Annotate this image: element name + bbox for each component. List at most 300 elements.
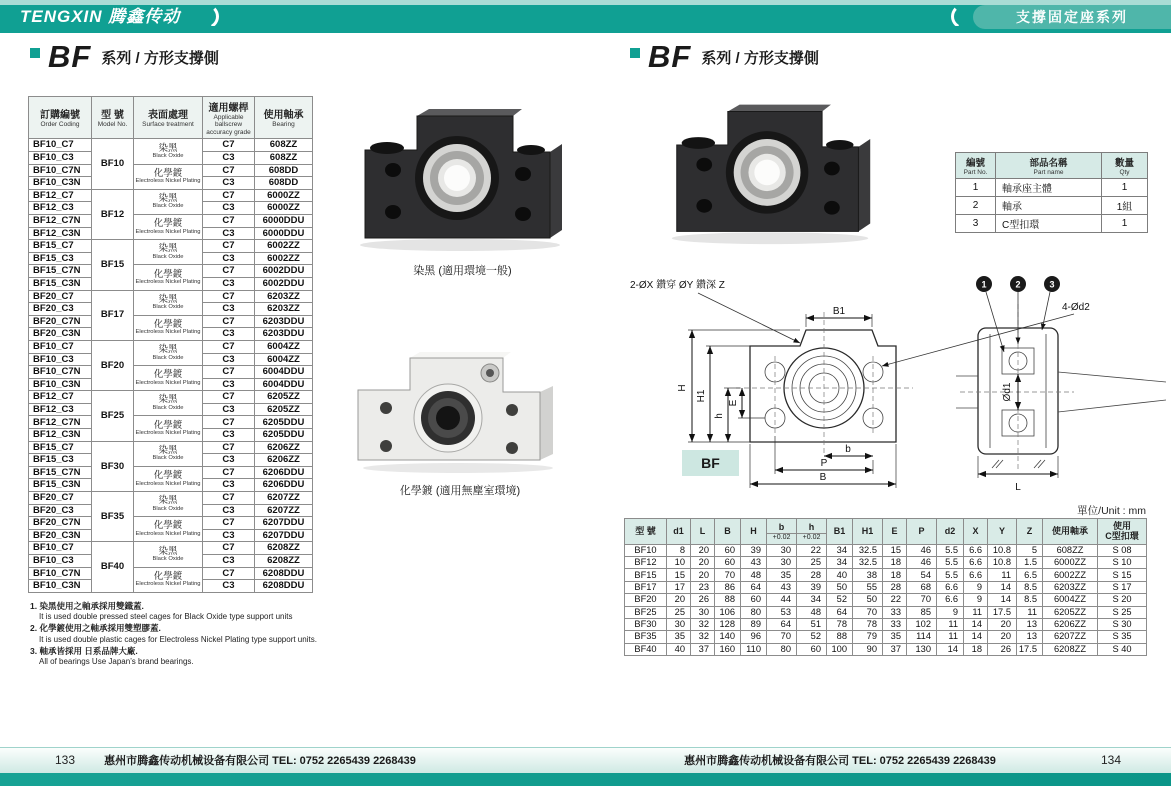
dim-value-cell: 79 [853,631,883,643]
order-treatment-cell [134,139,203,164]
treatment-zh: 化學鍍 [153,318,183,330]
treatment-zh: 染黑 [158,293,178,305]
dim-value-cell: 20 [691,557,715,569]
dim-row [625,581,1147,593]
order-treatment-cell [134,366,203,391]
treatment-en: Black Oxide [152,203,184,210]
order-model-cell: BF25 [92,391,134,441]
dim-header-label: Y [998,526,1005,537]
dim-header-cell [1017,519,1043,545]
dim-value-cell: 26 [988,643,1017,655]
drawing-label-d1: Ød1 [1002,382,1013,402]
dim-value-cell: 46 [907,557,937,569]
order-bearing-cell: 6004ZZ [255,353,313,366]
order-treatment-cell [134,214,203,239]
dim-value-cell: 6002ZZ [1043,569,1098,581]
order-grade-cell: C3 [203,504,255,517]
order-row [29,391,313,404]
dim-value-cell: 10 [667,557,691,569]
dim-row [625,594,1147,606]
dim-value-cell: 11 [964,606,988,618]
drawing-label-b: b [845,444,851,455]
order-grade-cell: C3 [203,454,255,467]
order-grade-cell: C3 [203,353,255,366]
dim-row [625,606,1147,618]
drawing-label-H: H [677,384,688,392]
order-code-cell: BF20_C3 [29,303,92,316]
dim-value-cell: 6.6 [937,594,964,606]
order-code-cell: BF12_C7N [29,214,92,227]
dim-value-cell: 110 [741,643,767,655]
dim-value-cell: 20 [988,619,1017,631]
order-grade-cell: C7 [203,139,255,152]
order-grade-cell: C7 [203,265,255,278]
dim-value-cell: 52 [827,594,853,606]
drawing-label-P: P [820,458,828,469]
order-row [29,340,313,353]
treatment-zh: 染黑 [158,142,178,154]
order-code-cell: BF15_C3 [29,252,92,265]
order-bearing-cell: 6205DDU [255,429,313,442]
dim-header-cell [883,519,907,545]
dim-value-cell: 20 [691,544,715,556]
order-grade-cell: C3 [203,177,255,190]
dim-header-label: d1 [673,526,684,537]
dim-value-cell: 1.5 [1017,557,1043,569]
order-row [29,139,313,152]
dim-model-cell: BF12 [625,557,667,569]
header-curve-right-icon [205,4,219,29]
order-treatment-cell [134,391,203,416]
order-treatment-cell [134,517,203,542]
order-code-cell: BF15_C7N [29,265,92,278]
order-bearing-cell: 6203ZZ [255,303,313,316]
order-bearing-cell: 6205ZZ [255,391,313,404]
treatment-en: Electroless Nickel Plating [135,379,201,386]
order-row [29,517,313,530]
order-grade-cell: C7 [203,214,255,227]
order-grade-cell: C3 [203,580,255,593]
dim-row [625,544,1147,556]
order-grade-cell: C3 [203,529,255,542]
order-bearing-cell: 6203DDU [255,315,313,328]
dimension-table [624,518,1147,656]
parts-header-qty: 數量 Qty [1102,153,1148,179]
dim-value-cell: 30 [767,544,797,556]
treatment-en: Electroless Nickel Plating [135,581,201,588]
order-header-grade: 適用螺桿 Applicable ballscrew accuracy grade [203,97,255,139]
dim-header-label: H [750,526,757,537]
dim-value-cell: 20 [988,631,1017,643]
header-curve-left-icon [951,4,965,29]
treatment-en: Black Oxide [152,455,184,462]
order-code-cell: BF10_C7 [29,340,92,353]
dim-model-cell: BF35 [625,631,667,643]
dim-value-cell: 37 [883,643,907,655]
order-bearing-cell: 6208ZZ [255,542,313,555]
dim-model-cell: BF40 [625,643,667,655]
dim-value-cell: S 10 [1098,557,1147,569]
dim-value-cell: 15 [667,569,691,581]
order-grade-cell: C3 [203,328,255,341]
dim-row [625,643,1147,655]
order-grade-cell: C7 [203,315,255,328]
treatment-en: Electroless Nickel Plating [135,480,201,487]
order-code-cell: BF10_C3 [29,152,92,165]
dim-header-cell [691,519,715,545]
dim-header-cell [797,519,827,545]
dim-value-cell: 18 [883,569,907,581]
order-bearing-cell: 6004ZZ [255,340,313,353]
page-number-left: 133 [55,753,76,767]
order-row [29,492,313,505]
order-bearing-cell: 6002ZZ [255,252,313,265]
order-code-cell: BF15_C3 [29,454,92,467]
dim-value-cell: 9 [964,594,988,606]
order-bearing-cell: 6000ZZ [255,202,313,215]
order-grade-cell: C3 [203,555,255,568]
part-name-cell: C型扣環 [996,215,1102,233]
order-treatment-cell [134,416,203,441]
footnotes [30,601,360,668]
treatment-en: Black Oxide [152,153,184,160]
order-code-cell: BF20_C7 [29,290,92,303]
dim-value-cell: 80 [767,643,797,655]
order-header-model: 型 號 Model No. [92,97,134,139]
parts-table-body [956,179,1148,233]
company-info-right: 惠州市腾鑫传动机械设备有限公司 TEL: 0752 2265439 2268439 [684,755,996,767]
dim-value-cell: S 25 [1098,606,1147,618]
dim-model-cell: BF20 [625,594,667,606]
order-code-cell: BF20_C3N [29,328,92,341]
treatment-zh: 化學鍍 [153,167,183,179]
dim-row [625,631,1147,643]
dim-value-cell: 80 [741,606,767,618]
dim-value-cell: 60 [797,643,827,655]
part-name-cell: 軸承 [996,197,1102,215]
order-bearing-cell: 6207DDU [255,529,313,542]
order-row [29,265,313,278]
order-grade-cell: C3 [203,429,255,442]
dim-value-cell: 6208ZZ [1043,643,1098,655]
order-code-cell: BF15_C7 [29,240,92,253]
order-model-cell: BF35 [92,492,134,542]
drawing-label-B: B [819,472,827,483]
dim-value-cell: 78 [827,619,853,631]
treatment-zh: 化學鍍 [153,470,183,481]
dim-value-cell: 70 [907,594,937,606]
parts-row [956,179,1148,197]
dim-value-cell: 17.5 [1017,643,1043,655]
dim-header-label: X [972,526,979,537]
order-grade-cell: C3 [203,479,255,492]
treatment-en: Black Oxide [152,304,184,311]
series-code: BF [48,39,92,74]
dim-header-cell [827,519,853,545]
dim-header-label: d2 [944,526,956,537]
order-bearing-cell: 6205ZZ [255,403,313,416]
order-bearing-cell: 608DD [255,164,313,177]
dim-value-cell: 90 [853,643,883,655]
dim-value-cell: 64 [827,606,853,618]
order-grade-cell: C7 [203,492,255,505]
order-grade-cell: C3 [203,152,255,165]
dim-value-cell: 70 [767,631,797,643]
dim-value-cell: 28 [883,581,907,593]
dim-value-cell: 33 [883,606,907,618]
order-bearing-cell: 6203DDU [255,328,313,341]
dim-value-cell: 40 [827,569,853,581]
order-grade-cell: C3 [203,252,255,265]
dim-value-cell: 40 [667,643,691,655]
dim-value-cell: 35 [767,569,797,581]
dim-value-cell: 17.5 [988,606,1017,618]
treatment-en: Electroless Nickel Plating [135,430,201,437]
dim-model-cell: BF25 [625,606,667,618]
part-qty-cell: 1 [1102,179,1148,197]
part-no-cell: 3 [956,215,996,233]
drawing-label-H1: H1 [696,389,707,403]
order-code-cell: BF10_C3N [29,177,92,190]
order-grade-cell: C7 [203,542,255,555]
dim-header-cell [1098,519,1147,545]
dim-row [625,569,1147,581]
series-subtitle: 系列 / 方形支撐側 [701,50,819,67]
dim-header-label: b [778,521,785,532]
order-code-cell: BF10_C7N [29,567,92,580]
dim-value-cell: 25 [797,557,827,569]
order-model-cell: BF30 [92,441,134,491]
product-photo-black-oxide [655,86,890,251]
order-treatment-cell [134,265,203,290]
dim-value-cell: S 15 [1098,569,1147,581]
drawing-label-L: L [1015,482,1021,493]
dim-header-label: L [699,526,706,537]
order-code-cell: BF20_C7N [29,517,92,530]
dim-value-cell: 114 [907,631,937,643]
dim-value-cell: 5 [1017,544,1043,556]
dim-value-cell: 26 [691,594,715,606]
treatment-zh: 染黑 [158,243,178,255]
dim-header-label: B [724,526,731,537]
order-row [29,567,313,580]
order-bearing-cell: 6206DDU [255,466,313,479]
order-treatment-cell [134,492,203,517]
order-treatment-cell [134,290,203,315]
dim-header-cell [907,519,937,545]
parts-table [955,152,1148,233]
dim-value-cell: 102 [907,619,937,631]
order-code-cell: BF10_C7N [29,164,92,177]
order-bearing-cell: 6206ZZ [255,454,313,467]
parts-row [956,197,1148,215]
dim-value-cell: 39 [741,544,767,556]
order-grade-cell: C7 [203,366,255,379]
order-row [29,542,313,555]
order-code-cell: BF15_C7N [29,466,92,479]
part-qty-cell: 1組 [1102,197,1148,215]
order-grade-cell: C3 [203,403,255,416]
order-bearing-cell: 6000ZZ [255,189,313,202]
bf-series-box: BF [682,450,739,476]
order-code-cell: BF10_C3 [29,555,92,568]
dim-value-cell: S 08 [1098,544,1147,556]
order-bearing-cell: 6000DDU [255,214,313,227]
dim-value-cell: 6205ZZ [1043,606,1098,618]
order-model-cell: BF15 [92,240,134,290]
dim-value-cell: 78 [853,619,883,631]
dim-value-cell: 34 [827,557,853,569]
dim-value-cell: 44 [767,594,797,606]
dim-value-cell: 50 [853,594,883,606]
dim-value-cell: S 17 [1098,581,1147,593]
order-code-cell: BF10_C7 [29,139,92,152]
dim-header-cell [625,519,667,545]
dim-value-cell: 6.5 [1017,569,1043,581]
dim-value-cell: 34 [827,544,853,556]
order-bearing-cell: 6208DDU [255,567,313,580]
dim-value-cell: S 30 [1098,619,1147,631]
order-treatment-cell [134,189,203,214]
order-bearing-cell: 6004DDU [255,378,313,391]
dim-header-cell [767,519,797,545]
dim-value-cell: 20 [667,594,691,606]
treatment-zh: 化學鍍 [153,268,183,280]
dim-value-cell: 33 [883,619,907,631]
treatment-en: Black Oxide [152,505,184,512]
treatment-zh: 化學鍍 [153,520,183,532]
order-row [29,315,313,328]
treatment-zh: 化學鍍 [153,218,183,230]
order-treatment-cell [134,466,203,491]
parts-header-row [956,153,1148,179]
order-grade-cell: C7 [203,189,255,202]
order-row [29,466,313,479]
balloon-2-number: 2 [1015,279,1021,290]
order-grade-cell: C7 [203,164,255,177]
dim-header-cell [937,519,964,545]
part-qty-cell: 1 [1102,215,1148,233]
order-code-cell: BF15_C3N [29,479,92,492]
order-grade-cell: C7 [203,466,255,479]
order-table-body [29,139,313,592]
order-code-cell: BF10_C7N [29,366,92,379]
dim-value-cell: 6.6 [964,569,988,581]
dim-value-cell: 68 [907,581,937,593]
dim-value-cell: 9 [937,606,964,618]
dim-value-cell: 140 [715,631,741,643]
order-bearing-cell: 608ZZ [255,139,313,152]
balloon-3-number: 3 [1049,279,1055,290]
dim-value-cell: 34 [797,594,827,606]
dim-value-cell: 11 [988,569,1017,581]
dim-value-cell: 96 [741,631,767,643]
dim-value-cell: 6206ZZ [1043,619,1098,631]
order-code-cell: BF12_C7 [29,189,92,202]
order-code-cell: BF12_C3N [29,227,92,240]
part-name-cell: 軸承座主體 [996,179,1102,197]
order-model-cell: BF10 [92,139,134,189]
dim-value-cell: 60 [715,557,741,569]
dim-value-cell: 18 [883,557,907,569]
dim-value-cell: 14 [964,619,988,631]
dim-value-cell: 20 [691,569,715,581]
order-code-cell: BF12_C3N [29,429,92,442]
order-treatment-cell [134,567,203,592]
order-code-cell: BF10_C7 [29,542,92,555]
order-treatment-cell [134,542,203,567]
dim-row [625,557,1147,569]
footer-bar [0,773,1171,786]
order-code-cell: BF15_C3N [29,277,92,290]
treatment-en: Electroless Nickel Plating [135,329,201,336]
dim-value-cell: 50 [827,581,853,593]
order-model-cell: BF20 [92,340,134,390]
dim-value-cell: 6207ZZ [1043,631,1098,643]
dim-value-cell: 48 [797,606,827,618]
treatment-en: Electroless Nickel Plating [135,178,201,185]
dim-value-cell: 51 [797,619,827,631]
dim-value-cell: 30 [691,606,715,618]
parts-header-no: 編號 Part No. [956,153,996,179]
order-code-cell: BF20_C3 [29,504,92,517]
treatment-en: Electroless Nickel Plating [135,279,201,285]
dim-value-cell: S 20 [1098,594,1147,606]
treatment-zh: 化學鍍 [153,369,183,381]
order-treatment-cell [134,441,203,466]
order-code-cell: BF12_C7 [29,391,92,404]
dim-value-cell: 5.5 [937,544,964,556]
dim-value-cell: 5.5 [937,569,964,581]
bullet-square-icon [30,48,40,58]
drawing-label-E: E [728,399,739,407]
bullet-square-icon [630,48,640,58]
dim-value-cell: 10.8 [988,544,1017,556]
order-bearing-cell: 6208ZZ [255,555,313,568]
treatment-en: Black Oxide [152,253,184,260]
order-code-cell: BF20_C3N [29,529,92,542]
dim-value-cell: 6203ZZ [1043,581,1098,593]
treatment-en: Electroless Nickel Plating [135,530,201,537]
treatment-en: Black Oxide [152,556,184,563]
dim-value-cell: 6.6 [964,544,988,556]
treatment-zh: 染黑 [158,444,178,456]
dim-value-cell: 43 [741,557,767,569]
dim-value-cell: 37 [691,643,715,655]
order-bearing-cell: 6203ZZ [255,290,313,303]
dim-value-cell: 48 [741,569,767,581]
dim-header-cell [988,519,1017,545]
dim-value-cell: 11 [937,619,964,631]
order-code-cell: BF10_C3 [29,353,92,366]
dim-value-cell: 9 [964,581,988,593]
treatment-en: Black Oxide [152,354,184,361]
dim-value-cell: 30 [767,557,797,569]
dim-value-cell: 30 [667,619,691,631]
dim-header-label: Z [1026,526,1033,537]
treatment-zh: 染黑 [158,192,178,204]
part-no-cell: 1 [956,179,996,197]
left-page-title [30,39,219,74]
dim-header-cell [1043,519,1098,545]
drawing-label-h: h [714,413,725,419]
dim-value-cell: 13 [1017,619,1043,631]
dim-value-cell: 6.6 [964,557,988,569]
dim-value-cell: 53 [767,606,797,618]
order-bearing-cell: 6002DDU [255,265,313,278]
treatment-zh: 染黑 [158,545,178,557]
order-model-cell: BF17 [92,290,134,340]
